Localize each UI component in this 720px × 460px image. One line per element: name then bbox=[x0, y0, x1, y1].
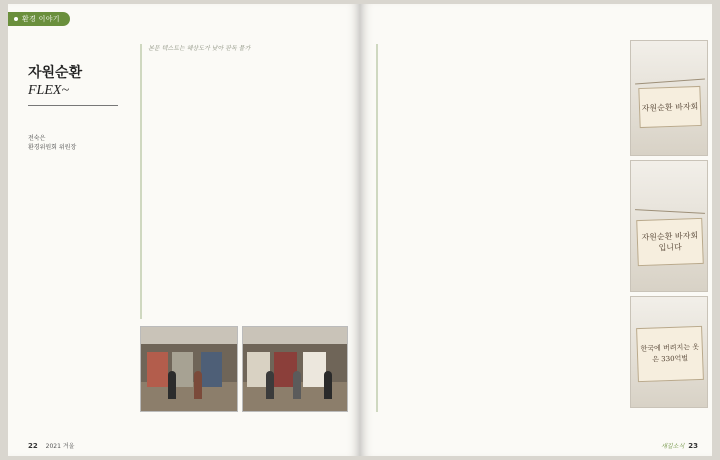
left-page bbox=[8, 4, 360, 456]
body-column-2 bbox=[376, 44, 622, 412]
sign-photo-3 bbox=[630, 296, 708, 408]
right-folio bbox=[661, 441, 698, 450]
title-divider bbox=[28, 105, 118, 106]
author-credit bbox=[28, 134, 76, 152]
article-title-en: FLEX~ bbox=[28, 83, 70, 98]
left-folio bbox=[28, 441, 74, 450]
bullet-dot-icon bbox=[14, 17, 18, 21]
author-name: 전숙은 bbox=[28, 135, 46, 142]
bazaar-photo-1 bbox=[140, 326, 238, 412]
author-role: 환경위원회 위원장 bbox=[28, 144, 77, 151]
bazaar-sign-2: 자원순환 바자회 입니다 bbox=[636, 218, 704, 266]
section-tab bbox=[8, 12, 70, 26]
left-issue-label: 2021 겨울 bbox=[45, 443, 75, 450]
section-label: 환경 이야기 bbox=[22, 15, 60, 23]
body-note: 본문 텍스트는 해상도가 낮아 판독 불가 bbox=[148, 45, 251, 52]
article-title-ko: 자원순환 bbox=[28, 65, 83, 81]
bazaar-photo-2 bbox=[242, 326, 348, 412]
left-page-number: 22 bbox=[28, 442, 38, 450]
right-page-number: 23 bbox=[688, 441, 698, 450]
bazaar-sign-3: 한국에 버려지는 옷은 330억벌 bbox=[636, 326, 704, 382]
right-page bbox=[360, 4, 712, 456]
magazine-spread bbox=[8, 4, 712, 456]
body-column-1 bbox=[140, 44, 348, 319]
sign-photo-2 bbox=[630, 160, 708, 292]
bazaar-sign-1: 자원순환 바자회 bbox=[638, 86, 701, 128]
right-tagline: 새길소식 bbox=[661, 443, 685, 450]
article-title-block bbox=[28, 62, 118, 106]
sign-photo-1 bbox=[630, 40, 708, 156]
